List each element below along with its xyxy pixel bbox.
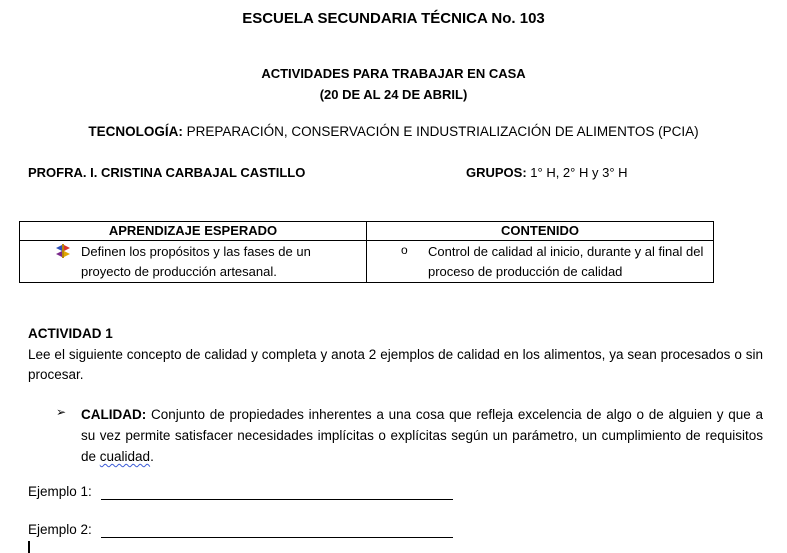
content-cell <box>367 241 714 283</box>
arrow-bullet-icon: ➢ <box>56 405 67 419</box>
circle-bullet-icon: o <box>401 243 408 257</box>
table-header-row <box>20 222 714 241</box>
groups-line <box>466 165 628 180</box>
example-1-label: Ejemplo 1: <box>28 484 92 499</box>
technology-value: PREPARACIÓN, CONSERVACIÓN E INDUSTRIALIZACIÓN DE ALIMENTOS (PCIA) <box>182 124 699 139</box>
activity-instructions: Lee el siguiente concepto de calidad y completa y anota 2 ejemplos de calidad en los alimentos, ya sean procesados o sin procesar. <box>28 347 763 382</box>
activities-title: ACTIVIDADES PARA TRABAJAR EN CASA <box>261 66 526 81</box>
example-1-blank[interactable] <box>101 499 453 500</box>
objectives-table <box>19 221 714 283</box>
technology-label: TECNOLOGÍA: <box>88 124 183 139</box>
definition-term: CALIDAD: <box>81 407 147 422</box>
definition-end: . <box>150 449 154 464</box>
header-content: CONTENIDO <box>367 222 714 241</box>
activity-title: ACTIVIDAD 1 <box>28 326 113 341</box>
school-title: ESCUELA SECUNDARIA TÉCNICA No. 103 <box>242 10 545 27</box>
learning-text: Definen los propósitos y las fases de un proyecto de producción artesanal. <box>81 244 311 279</box>
quality-definition <box>81 404 763 467</box>
header-learning: APRENDIZAJE ESPERADO <box>20 222 367 241</box>
spellcheck-word: cualidad <box>99 449 151 464</box>
groups-label: GRUPOS: <box>466 165 527 180</box>
definition-text: Conjunto de propiedades inherentes a una cosa que refleja excelencia de algo o de alguien y que a su vez permite satisfacer necesidades implícitas o explícitas según un parámetro, un cumplimiento de requisitos de <box>81 407 763 464</box>
content-text: Control de calidad al inicio, durante y al final del proceso de producción de calidad <box>428 244 704 279</box>
table-row <box>20 241 714 283</box>
teacher-name: PROFRA. I. CRISTINA CARBAJAL CASTILLO <box>28 165 306 180</box>
groups-value: 1° H, 2° H y 3° H <box>526 165 628 180</box>
dates-subtitle: (20 DE AL 24 DE ABRIL) <box>319 87 468 102</box>
text-cursor <box>28 541 30 553</box>
example-2-label: Ejemplo 2: <box>28 522 92 537</box>
technology-line <box>0 124 787 139</box>
flag-bullet-icon <box>56 244 70 258</box>
learning-cell <box>20 241 367 283</box>
example-2-blank[interactable] <box>101 537 453 538</box>
